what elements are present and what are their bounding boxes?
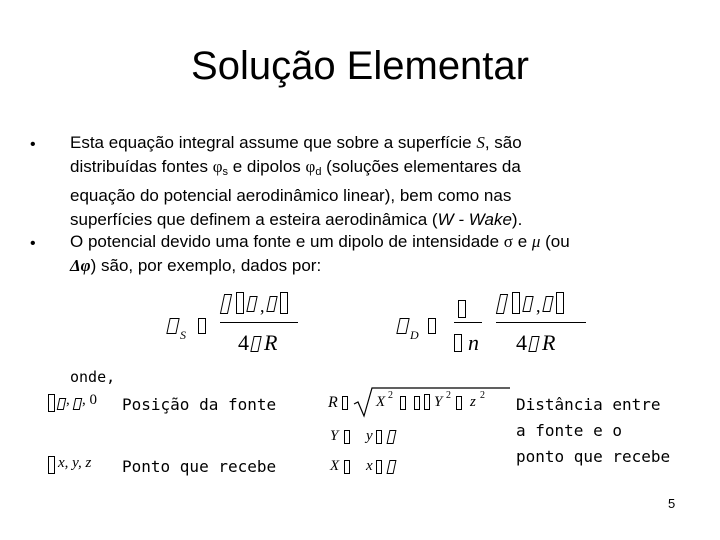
minus-glyph — [376, 430, 382, 444]
minus-glyph — [376, 460, 382, 474]
fraction-bar — [220, 322, 298, 323]
numerator-glyph — [496, 294, 508, 314]
equals-glyph — [344, 460, 350, 474]
x-difference-formula: X x — [330, 458, 410, 478]
equals-glyph — [198, 318, 206, 334]
fraction-bar — [496, 322, 586, 323]
onde-label: onde, — [70, 368, 116, 386]
partial-glyph — [458, 300, 466, 318]
numerator-glyph — [246, 296, 257, 312]
numerator-glyph — [280, 292, 288, 314]
distance-label: Distância entre a fonte e o ponto que recebe — [516, 395, 671, 466]
phi-glyph — [396, 318, 409, 334]
fraction-bar — [454, 322, 482, 323]
equals-glyph — [344, 430, 350, 444]
eta-glyph — [387, 430, 397, 444]
source-position-label: Posição da fonte — [122, 395, 277, 414]
dipole-potential-formula: D n , 4 R — [392, 288, 592, 360]
numerator-glyph — [542, 296, 553, 312]
surface-symbol: S — [476, 133, 485, 152]
pi-glyph — [528, 336, 539, 352]
plus-glyph — [400, 396, 406, 410]
bracket-glyph — [48, 456, 55, 474]
xi-glyph — [57, 398, 67, 410]
y-difference-formula: Y y — [330, 428, 410, 448]
phi-glyph — [166, 318, 179, 334]
numerator-glyph — [220, 294, 232, 314]
plus-glyph — [414, 396, 420, 410]
numerator-glyph — [522, 296, 533, 312]
bullet-1-text: Esta equação integral assume que sobre a superfície S, são distribuídas fontes $\varphi_s$ e dipolos $\varphi_d$ (soluções elementares da equação do potencial aerodinâmico linear), bem como nas superfícies que definem a esteira aerodinâmica (W - Wake). — [70, 133, 523, 229]
partial-glyph — [454, 334, 462, 352]
bullet-marker: • — [30, 235, 36, 252]
receiving-point-vector: x, y, z — [48, 456, 120, 476]
numerator-glyph — [236, 292, 244, 314]
slide-title: Solução Elementar — [191, 44, 529, 88]
numerator-glyph — [266, 296, 277, 312]
receiving-point-label: Ponto que recebe — [122, 457, 277, 476]
distance-formula: R X 2 Y 2 z 2 — [328, 386, 508, 420]
numerator-glyph — [556, 292, 564, 314]
source-position-vector: , , 0 — [48, 394, 120, 414]
xi-glyph — [387, 460, 397, 474]
equals-glyph — [342, 396, 348, 410]
bracket-glyph — [48, 394, 55, 412]
pi-glyph — [250, 336, 261, 352]
page-number: 5 — [668, 496, 676, 511]
eta-glyph — [73, 398, 83, 410]
bullet-2-text: O potencial devido uma fonte e um dipolo de intensidade σ e μ (ou Δφ) são, por exemplo, dados por: — [70, 232, 570, 275]
plus-glyph — [456, 396, 462, 410]
source-potential-formula: S , 4 R — [160, 288, 310, 360]
bracket-glyph — [424, 394, 430, 410]
bullet-marker: • — [30, 136, 36, 153]
equals-glyph — [428, 318, 436, 334]
numerator-glyph — [512, 292, 520, 314]
